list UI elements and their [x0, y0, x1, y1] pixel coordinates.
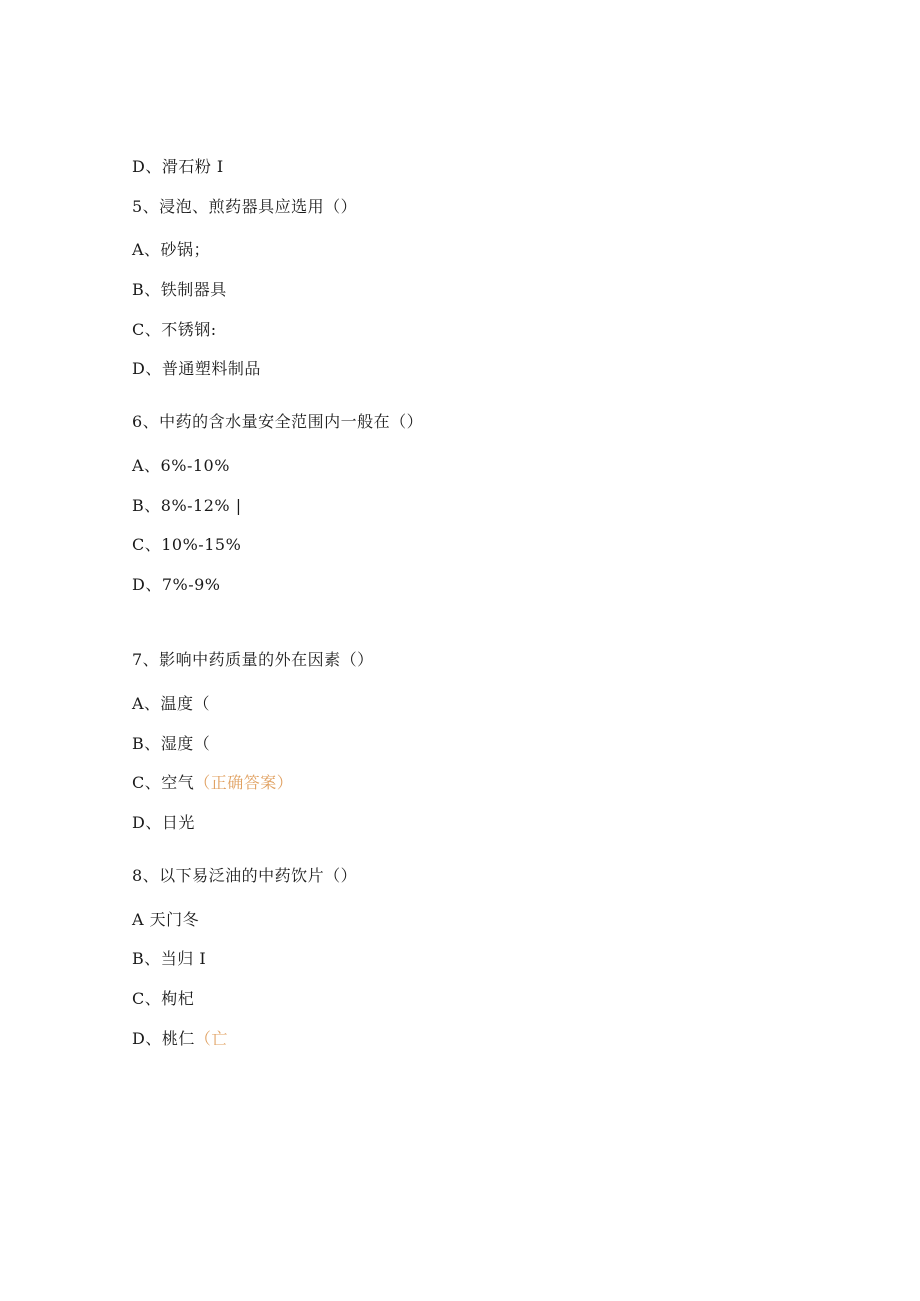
- q5-option-a: A、砂锅；: [132, 240, 211, 259]
- q7-question: 7、影响中药质量的外在因素（）: [132, 650, 374, 669]
- q4-option-d: D、滑石粉 I: [132, 157, 224, 176]
- q5-option-d: D、普通塑料制品: [132, 359, 261, 378]
- q6-option-c: C、10%-15%: [132, 535, 242, 554]
- q8-question: 8、以下易泛油的中药饮片（）: [132, 866, 358, 885]
- q6-option-b: B、8%-12% |: [132, 496, 242, 515]
- q6-question: 6、中药的含水量安全范围内一般在（）: [132, 412, 424, 431]
- q7-option-c-text: C、空气: [132, 773, 195, 792]
- q5-option-b: B、铁制器具: [132, 280, 227, 299]
- q8-option-d-text: D、桃仁: [132, 1029, 195, 1048]
- q7-option-c: [132, 773, 293, 793]
- q7-option-d: D、日光: [132, 813, 195, 832]
- q6-option-d: D、7%-9%: [132, 575, 221, 594]
- q7-option-b: B、湿度（: [132, 734, 211, 753]
- q8-option-b: B、当归 I: [132, 949, 207, 968]
- answer-mark-fragment: （亡: [194, 1029, 228, 1048]
- q8-option-d: [132, 1029, 228, 1049]
- q8-option-c: C、枸杞: [132, 989, 195, 1008]
- correct-answer-mark: （正确答案）: [194, 773, 294, 792]
- q5-question: 5、浸泡、煎药器具应选用（）: [132, 197, 358, 216]
- q6-option-a: A、6%-10%: [132, 456, 230, 475]
- q7-option-a: A、温度（: [132, 694, 211, 713]
- q8-option-a: A 天门冬: [132, 910, 200, 929]
- q5-option-c: C、不锈钢:: [132, 320, 217, 339]
